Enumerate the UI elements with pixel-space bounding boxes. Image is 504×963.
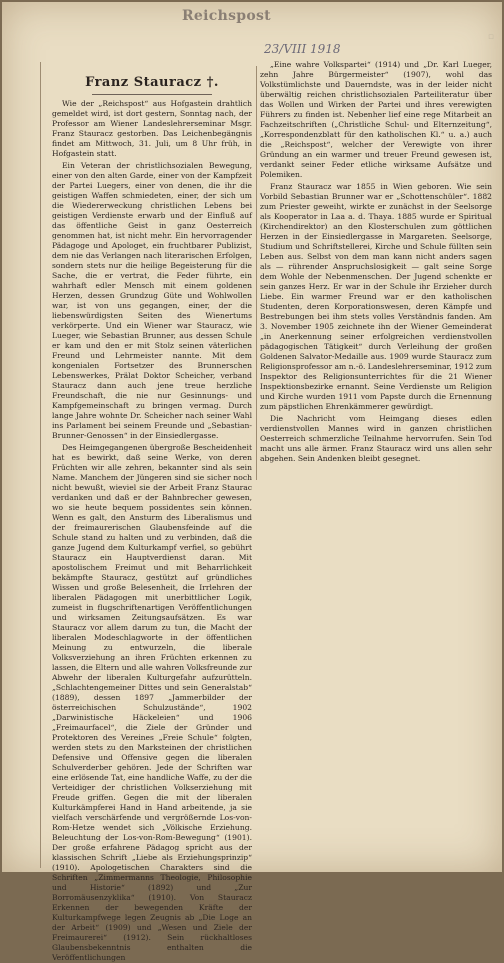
- masthead: Reichspost: [182, 8, 271, 24]
- article-left-column: [52, 60, 252, 962]
- paragraph: Die Nachricht vom Heimgang dieses edlen verdienstvollen Mannes wird in ganzen christlichen Oesterreich schmerzliche Teilnahme hervorrufen. Sein Tod macht uns alle ärmer. Franz Stauracz wird uns allen sehr abgehen. Sein Andenken bleibt gesegnet.: [260, 414, 492, 463]
- article-right-column: [260, 60, 492, 480]
- handwritten-date: 23/VIII 1918: [264, 42, 341, 56]
- paragraph: Franz Stauracz war 1855 in Wien geboren. Wie sein Vorbild Sebastian Brunner war er „Schottenschüler“. 1882 zum Priester geweiht, wirkte er zunächst in der Seelsorge als Kooperator in Laa a. d. Thaya. 1885 wurde er Spiritual (Kirchendirektor) an den Klosterschulen zum göttlichen Herzen in der Einsiedlergasse in Margareten. Seelsorge, Studium und Schriftstellerei, Kirche und Schule füllten sein Leben aus. Selbst von dem man kann nicht anders sagen als — rührender Anspruchslosigkeit — galt seine Sorge dem Wohle der Nebenmenschen. Der Jugend schenkte er sein ganzes Herz. Er war in der Schule ihr Erzieher durch Liebe. Ein warmer Freund war er den katholischen Studenten, deren Korporationswesen, deren Kämpfe und Bestrebungen bei ihm stets volles Verständnis fanden. Am 3. November 1905 zeichnete ihn der Wiener Gemeinderat „in Anerkennung seiner erfolgreichen verdienstvollen pädagogischen Tätigkeit“ durch Verleihung der großen Goldenen Salvator-Medaille aus. 1909 wurde Stauracz zum Religionsprofessor am n.-ö. Landeslehrerseminar, 1912 zum Inspektor des Religionsunterrichtes für die 21 Wiener Inspektionsbezirke ernannt. Seine Verdienste um Religion und Kirche wurden 1911 vom Papste durch die Ernennung zum päpstlichen Ehrenkämmerer gewürdigt.: [260, 182, 492, 411]
- newspaper-clipping: [2, 2, 502, 962]
- page-corner-mark: ▫: [487, 32, 494, 42]
- paragraph: Wie der „Reichspost“ aus Hofgastein drahtlich gemeldet wird, ist dort gestern, Sonntag nach, der Professor am Wiener Landeslehrerseminar Msgr. Franz Stauracz gestorben. Das Leichenbegängnis findet am Mittwoch, 31. Juli, um 8 Uhr früh, in Hofgastein statt.: [52, 99, 252, 158]
- paragraph: Des Heimgegangenen übergroße Bescheidenheit hat es bewirkt, daß seine Werke, von deren Früchten wir alle zehren, bekannter sind als sein Name. Manchem der Jüngeren sind sie sicher noch nicht bewußt, wieviel sie der Arbeit Franz Staurac verdanken und daß er der Bahnbrecher gewesen, wo sie heute bequem possidentes sein können. Wenn es galt, den Ansturm des Liberalismus und der freimaurerischen Glaubensfeinde auf die Schule stand zu halten und zu verbinden, daß die ganze Jugend dem Kulturkampf verfiel, so gebührt Stauracz ein Hauptverdienst daran. Mit apostolischem Freimut und mit Beharrlichkeit bekämpfte Stauracz, gestützt auf gründliches Wissen und große Belesenheit, die Irrlehren der liberalen Pädagogen mit unerbittlicher Logik, zumeist in flugschriftenartigen Veröffentlichungen und wirksamen Zeitungsaufsätzen. Es war Stauracz vor allem darum zu tun, die Macht der liberalen Modeschlagworte in der öffentlichen Meinung zu entwurzeln, die liberale Volksverziehung an ihren Früchten erkennen zu lassen, die Eltern und alle wahren Volksfreunde zur Abwehr der liberalen Kulturgefahr aufzurütteln. „Schlachtengemeiner Dittes und sein Generalstab“ (1889), dessen 1897 „Jammerbilder der österreichischen Schulzustände“, 1902 „Darwinistische Häckeleien“ und 1906 „Freimaurfacel“, die Ziele der Gründer und Protektoren des Vereines „Freie Schule“ folgten, werden stets zu den Marksteinen der christlichen Defensive und Offensive gegen die liberalen Schulverderber gehören. Jede der Schriften war eine erlösende Tat, eine handliche Waffe, zu der die Verteidiger der christlichen Volkserziehung mit Freude griffen. Gegen die mit der liberalen Kulturkämpferei Hand in Hand arbeitende, ja sie vielfach verschärfende und vergrößernde Los-von-Rom-Hetze wendet sich „Völkische Erziehung. Beleuchtung der Los-von-Rom-Bewegung“ (1901). Der große erfahrene Pädagog spricht aus der klassischen Schrift „Liebe als Erziehungsprinzip“ (1910). Apologetischen Charakters sind die Schriften „Zimmermanns Theologie, Philosophie und Historie“ (1892) und „Zur Borromäusenzyklika“ (1910). Von Stauracz Erkennen der bewegenden Kräfte der Kulturkampfwege legen Zeugnis ab „Die Loge an der Arbeit“ (1909) und „Wesen und Ziele der Freimaurerei“ (1912). Sein rückhaltloses Glaubensbekenntnis enthalten die Veröffentlichungen: [52, 443, 252, 962]
- title-rule: [92, 94, 212, 95]
- column-divider: [256, 66, 257, 480]
- paragraph: Ein Veteran der christlichsozialen Bewegung, einer von den alten Garde, einer von der Kampfzeit der Partei Luegers, einer von denen, die ihr die geistigen Waffen schmiedeten, einer, der sich um die Wiedererweckung christlichen Lebens bei geistigen Verdienste erwarb und der Einfluß auf das öffentliche Geist in ganz Oesterreich genommen hat, ist nicht mehr. Ein hervorragender Pädagoge und Apologet, ein fruchtbarer Publizist, dem nie das Verlangen nach literarischen Erfolgen, sondern stets nur die heilige Begeisterung für die Sache, die er vertrat, die Feder führte, ein wahrhaft edler Mensch mit einem goldenen Herzen, dessen Grundzug Güte und Wohlwollen war, ist von uns gegangen, einer, der die liebenswürdigsten Seiten des Wienertums verkörperte. Und ein Wiener war Stauracz, wie Lueger, wie Sebastian Brunner, aus dessen Schule er kam und den er mit Stolz seinen väterlichen Freund und Lehrmeister nannte. Mit dem kongenialen Fortsetzer des Brunnerschen Lebenswerkes, Prälat Doktor Scheicher, verband Stauracz dann auch jene treue herzliche Freundschaft, die nie nur Gesinnungs- und Kampfgemeinschaft zu bringen vermag. Durch lange Jahre wohnte Dr. Scheicher nach seiner Wahl ins Parlament bei seinem Freunde und „Sebastian-Brunner-Genossen“ in der Einsiedlergasse.: [52, 161, 252, 440]
- paragraph: „Eine wahre Volkspartei“ (1914) und „Dr. Karl Lueger, zehn Jahre Bürgermeister“ (1907), wohl das Volkstümlichste und Dauerndste, was in der leider nicht überwältig reichen christlichsozialen Parteiliteratur über das Wollen und Wirken der Partei und ihres verewigten Führers zu finden ist. Nebenher lief eine rege Mitarbeit an Fachzeitschriften („Christliche Schul- und Elternzeitung“, „Korrespondenzblatt für den katholischen Kl.“ u. a.) auch die „Reichspost“, welcher der Verewigte von ihrer Gründung an ein warmer und treuer Freund gewesen ist, verdankt seiner Feder etliche wirksame Aufsätze und Polemiken.: [260, 60, 492, 179]
- article-title: Franz Stauracz †.: [85, 75, 219, 90]
